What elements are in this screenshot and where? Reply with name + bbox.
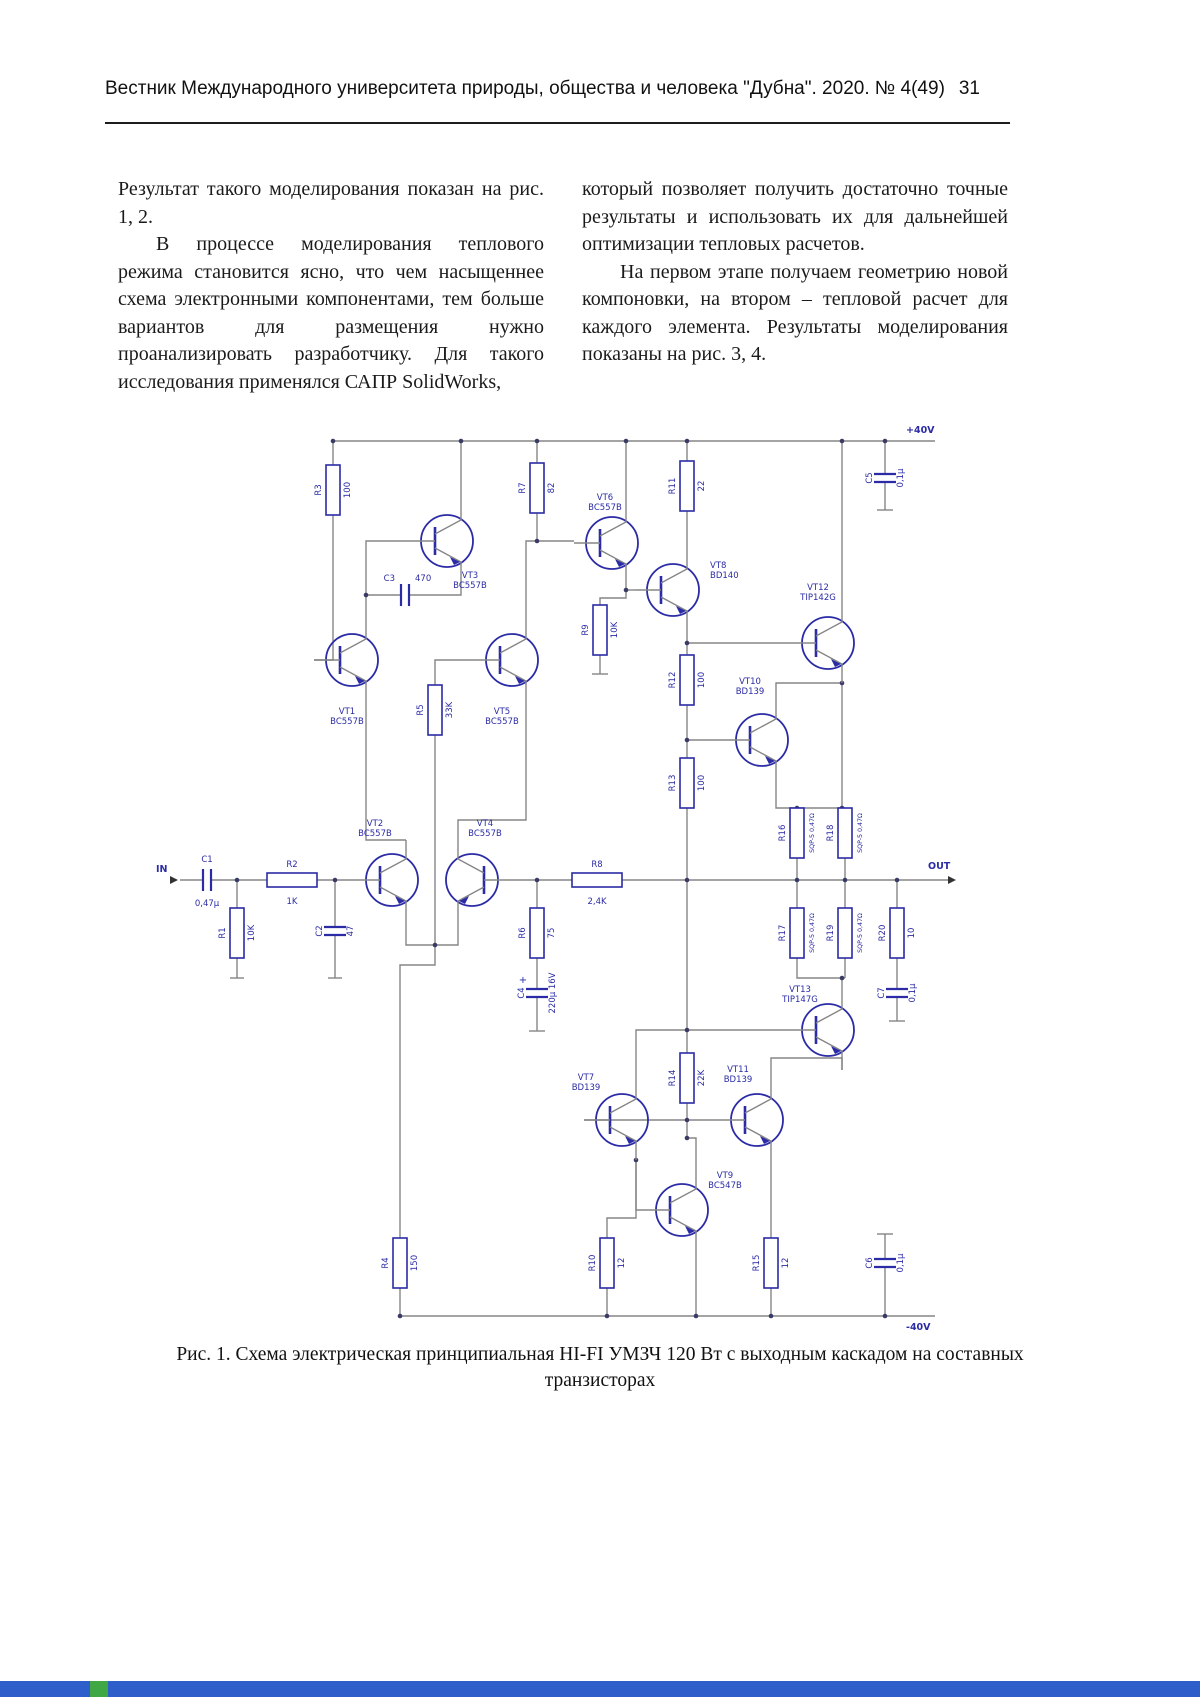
resistor-R20: [890, 908, 904, 958]
resistor-R15: [764, 1238, 778, 1288]
resistor-value-R12: 100: [697, 671, 707, 689]
article-body: [118, 176, 1008, 396]
resistor-ref-R15: R15: [752, 1254, 762, 1272]
port-label-output: OUT: [928, 861, 951, 872]
resistor-value-R16: SQP-5 0,47Ω: [809, 813, 816, 853]
wire: [400, 945, 435, 1238]
transistor-model-VT6: BC557B: [588, 503, 622, 513]
resistor-value-R9: 10K: [610, 621, 620, 639]
transistor-ref-VT11: VT11: [727, 1065, 749, 1075]
transistor-ref-VT9: VT9: [716, 1171, 734, 1181]
capacitor-value-C3: 470: [415, 574, 432, 584]
transistor-model-VT4: BC557B: [468, 829, 502, 839]
resistor-value-R11: 22: [697, 480, 707, 492]
capacitor-value-C7: 0,1µ: [908, 983, 918, 1003]
resistor-R9: [593, 605, 607, 655]
transistor-model-VT7: BD139: [571, 1083, 601, 1093]
resistor-value-R18: SQP-5 0,47Ω: [857, 813, 864, 853]
header-rule: [105, 122, 1010, 124]
junction-dot: [685, 1028, 690, 1033]
resistor-ref-R18: R18: [826, 824, 836, 842]
capacitor-polarity-C4: +: [518, 975, 528, 986]
resistor-ref-R4: R4: [381, 1257, 391, 1269]
junction-dot: [535, 539, 540, 544]
resistor-R16: [790, 808, 804, 858]
wire: [406, 920, 458, 945]
port-label-input: IN: [156, 864, 168, 875]
capacitor-value-C6: 0,1µ: [896, 1253, 906, 1273]
transistor-ref-VT12: VT12: [807, 583, 829, 593]
wire: [314, 515, 333, 660]
resistor-ref-R9: R9: [581, 624, 591, 636]
transistor-model-VT13: TIP147G: [782, 995, 818, 1005]
resistor-value-R6: 75: [547, 927, 557, 939]
resistor-R2: [267, 873, 317, 887]
resistor-R3: [326, 465, 340, 515]
resistor-R13: [680, 758, 694, 808]
resistor-value-R17: SQP-5 0,47Ω: [809, 913, 816, 953]
junction-dot: [235, 878, 240, 883]
junction-dot: [883, 439, 888, 444]
junction-dot: [398, 1314, 403, 1319]
transistor-ref-VT6: VT6: [596, 493, 614, 503]
junction-dot: [685, 641, 690, 646]
resistor-value-R7: 82: [547, 482, 557, 494]
junction-dot: [685, 439, 690, 444]
resistor-ref-R11: R11: [668, 477, 678, 495]
junction-dot: [895, 878, 900, 883]
paragraph-right-1: который позволяет получить достаточно точные результаты и использовать их для дальнейшей оптимизации тепловых расчетов.: [582, 178, 1008, 255]
junction-dot: [605, 1314, 610, 1319]
resistor-ref-R14: R14: [668, 1069, 678, 1087]
capacitor-ref-C2: C2: [315, 925, 325, 937]
resistor-R14: [680, 1053, 694, 1103]
resistor-value-R15: 12: [781, 1257, 791, 1269]
transistor-ref-VT1: VT1: [338, 707, 356, 717]
transistor-ref-VT8: VT8: [710, 561, 727, 571]
wire: [537, 513, 574, 541]
resistor-R1: [230, 908, 244, 958]
wire: [687, 1138, 696, 1170]
capacitor-ref-C7: C7: [877, 987, 887, 999]
page-header: [105, 78, 980, 100]
port-label-power-positive: +40V: [906, 425, 935, 436]
junction-dot: [624, 588, 629, 593]
junction-dot: [624, 439, 629, 444]
resistor-value-R4: 150: [410, 1254, 420, 1272]
resistor-ref-R3: R3: [314, 484, 324, 496]
capacitor-value-C5: 0,1µ: [896, 468, 906, 488]
circuit-schematic: [150, 418, 1020, 1336]
figure-caption-line2: транзисторах: [544, 1370, 656, 1391]
resistor-ref-R8: R8: [591, 860, 603, 870]
resistor-value-R5: 33K: [445, 701, 455, 719]
figure-caption: [0, 1342, 1200, 1394]
junction-dot: [459, 439, 464, 444]
transistor-ref-VT13: VT13: [789, 985, 811, 995]
junction-dot: [769, 1314, 774, 1319]
junction-dot: [535, 878, 540, 883]
resistor-R4: [393, 1238, 407, 1288]
transistor-model-VT2: BC557B: [358, 829, 392, 839]
capacitor-ref-C4: C4: [517, 987, 527, 999]
junction-dot: [331, 439, 336, 444]
junction-dot: [694, 1314, 699, 1319]
journal-title: Вестник Международного университета природы, общества и человека "Дубна". 2020. № 4(49): [105, 78, 945, 99]
junction-dot: [840, 976, 845, 981]
resistor-ref-R12: R12: [668, 671, 678, 689]
wire: [600, 583, 626, 605]
resistor-ref-R10: R10: [588, 1254, 598, 1272]
figure-caption-line1: Рис. 1. Схема электрическая принципиальная HI-FI УМЗЧ 120 Вт с выходным каскадом на составных: [176, 1344, 1024, 1365]
figure-1: [150, 418, 1020, 1336]
resistor-value-R8: 2,4K: [587, 897, 607, 907]
resistor-ref-R2: R2: [286, 860, 298, 870]
resistor-R19: [838, 908, 852, 958]
resistor-ref-R7: R7: [518, 482, 528, 494]
junction-dot: [685, 738, 690, 743]
transistor-ref-VT4: VT4: [476, 819, 494, 829]
paragraph-left-1: Результат такого моделирования показан на рис. 1, 2.: [118, 178, 544, 228]
port-arrow-output: [948, 876, 956, 884]
junction-dot: [883, 1314, 888, 1319]
junction-dot: [433, 943, 438, 948]
resistor-R7: [530, 463, 544, 513]
resistor-R6: [530, 908, 544, 958]
resistor-R10: [600, 1238, 614, 1288]
resistor-R5: [428, 685, 442, 735]
junction-dot: [685, 1118, 690, 1123]
bottom-scrollbar[interactable]: [0, 1681, 1200, 1697]
port-arrow-input: [170, 876, 178, 884]
wire: [636, 1160, 644, 1210]
capacitor-ref-C6: C6: [865, 1257, 875, 1269]
junction-dot: [333, 878, 338, 883]
capacitor-value-C4: 220µ 16V: [548, 972, 558, 1014]
resistor-ref-R16: R16: [778, 824, 788, 842]
capacitor-ref-C3: C3: [383, 574, 395, 584]
capacitor-ref-C1: C1: [201, 855, 213, 865]
resistor-value-R20: 10: [907, 927, 917, 939]
capacitor-value-C1: 0,47µ: [194, 899, 220, 909]
port-label-power-negative: -40V: [906, 1322, 931, 1333]
junction-dot: [364, 593, 369, 598]
resistor-value-R3: 100: [343, 481, 353, 499]
wire: [526, 541, 537, 620]
resistor-R18: [838, 808, 852, 858]
scrollbar-accent[interactable]: [90, 1681, 108, 1697]
capacitor-value-C2: 47: [346, 925, 356, 937]
transistor-model-VT3: BC557B: [453, 581, 487, 591]
left-column: [118, 176, 544, 396]
resistor-R8: [572, 873, 622, 887]
resistor-ref-R13: R13: [668, 774, 678, 792]
page-number: 31: [958, 78, 980, 99]
resistor-ref-R1: R1: [218, 927, 228, 939]
transistor-model-VT12: TIP142G: [800, 593, 836, 603]
capacitor-ref-C5: C5: [865, 472, 875, 484]
wire: [776, 780, 797, 808]
resistor-value-R13: 100: [697, 774, 707, 792]
wire: [776, 683, 842, 700]
transistor-ref-VT2: VT2: [366, 819, 384, 829]
resistor-value-R19: SQP-5 0,47Ω: [857, 913, 864, 953]
resistor-ref-R20: R20: [878, 924, 888, 942]
transistor-model-VT1: BC557B: [330, 717, 364, 727]
junction-dot: [535, 439, 540, 444]
resistor-R12: [680, 655, 694, 705]
junction-dot: [843, 878, 848, 883]
resistor-ref-R6: R6: [518, 927, 528, 939]
transistor-model-VT10: BD139: [735, 687, 765, 697]
transistor-model-VT11: BD139: [723, 1075, 753, 1085]
resistor-value-R1: 10K: [247, 924, 257, 942]
transistor-ref-VT10: VT10: [739, 677, 761, 687]
resistor-value-R14: 22K: [697, 1069, 707, 1087]
junction-dot: [795, 878, 800, 883]
wire: [435, 660, 474, 685]
transistor-model-VT5: BC557B: [485, 717, 519, 727]
right-column: [582, 176, 1008, 396]
resistor-R11: [680, 461, 694, 511]
junction-dot: [685, 1136, 690, 1141]
resistor-ref-R19: R19: [826, 924, 836, 942]
resistor-value-R2: 1K: [286, 897, 298, 907]
transistor-ref-VT3: VT3: [461, 571, 479, 581]
wire: [797, 958, 845, 978]
transistor-model-VT9: BC547B: [708, 1181, 742, 1191]
paragraph-left-2: В процессе моделирования теплового режима становится ясно, что чем насыщеннее схема электронными компонентами, тем больше вариантов для размещения нужно проанализировать разработчику. Для такого исследования применялся САПР SolidWorks,: [118, 233, 544, 393]
wire: [607, 1160, 636, 1238]
transistor-ref-VT7: VT7: [577, 1073, 595, 1083]
junction-dot: [840, 439, 845, 444]
junction-dot: [685, 878, 690, 883]
wire: [771, 1058, 842, 1080]
transistor-ref-VT5: VT5: [493, 707, 511, 717]
resistor-value-R10: 12: [617, 1257, 627, 1269]
resistor-ref-R17: R17: [778, 924, 788, 942]
transistor-model-VT8: BD140: [710, 571, 739, 581]
paragraph-right-2: На первом этапе получаем геометрию новой компоновки, на втором – тепловой расчет для каждого элемента. Результаты моделирования показаны на рис. 3, 4.: [582, 260, 1008, 365]
resistor-R17: [790, 908, 804, 958]
resistor-ref-R5: R5: [416, 704, 426, 716]
